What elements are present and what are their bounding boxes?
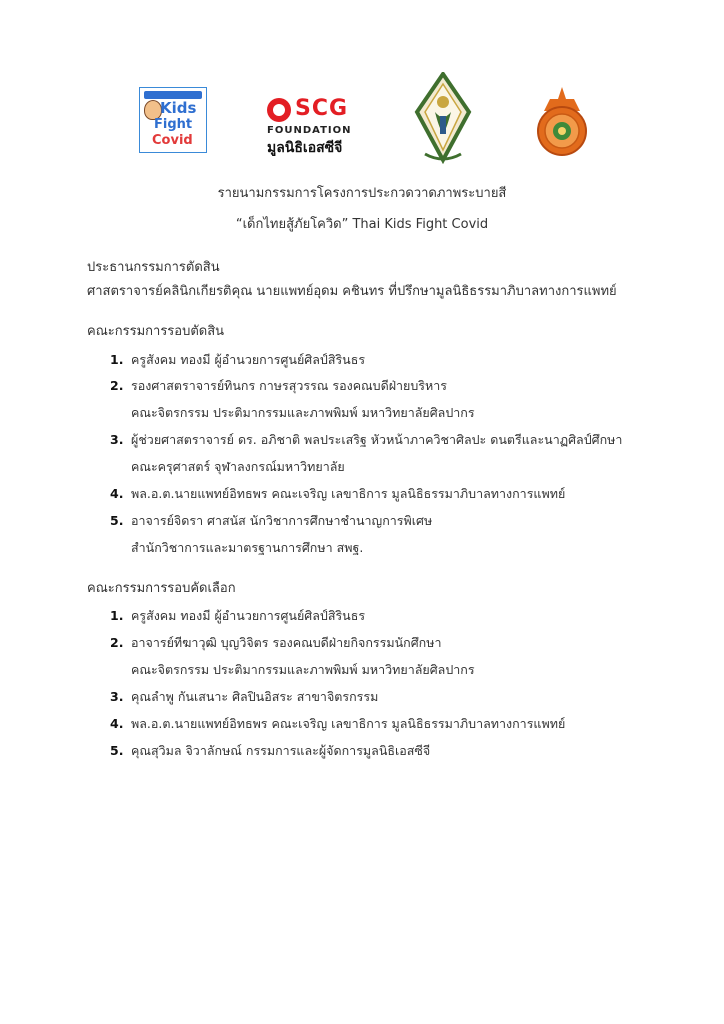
item-number: 4. (110, 716, 124, 731)
selection-round-item-2 (110, 633, 441, 653)
chair-heading: ประธานกรรมการตัดสิน (87, 260, 220, 275)
item-text: คุณสุวิมล จิวาลักษณ์ กรรมการและผู้จัดการมูลนิธิเอสซีจี (131, 743, 431, 758)
item-number: 2. (110, 635, 124, 650)
item-number: 2. (110, 378, 124, 393)
logo-text-fight: Fight (154, 117, 193, 132)
item-text: ครูสังคม ทองมี ผู้อำนวยการศูนย์ศิลป์สิรินธร (131, 352, 366, 367)
document-title: รายนามกรรมการโครงการประกวดวาดภาพระบายสี (217, 186, 507, 201)
item-text: ผู้ช่วยศาสตราจารย์ ดร. อภิชาติ พลประเสริฐ หัวหน้าภาควิชาศิลปะ ดนตรีและนาฏศิลป์ศึกษา (131, 432, 623, 447)
scg-mark-icon (267, 98, 291, 122)
chair-name: ศาสตราจารย์คลินิกเกียรติคุณ นายแพทย์อุดม คชินทร ที่ปรึกษามูลนิธิธรรมาภิบาลทางการแพทย์ (87, 284, 617, 299)
logo-banner (144, 91, 202, 99)
scg-foundation-label: FOUNDATION (267, 125, 352, 136)
scg-thai-label: มูลนิธิเอสซีจี (267, 140, 343, 156)
item-text: รองศาสตราจารย์ทินกร กาษรสุวรรณ รองคณบดีฝ่ายบริหาร (131, 378, 447, 393)
final-round-item-5-continuation: สำนักวิชาการและมาตรฐานการศึกษา สพฐ. (131, 540, 364, 555)
ministry-education-seal-icon (536, 85, 588, 159)
medical-governance-seal-icon (413, 72, 473, 164)
final-round-item-3 (110, 430, 622, 450)
item-text: พล.อ.ต.นายแพทย์อิทธพร คณะเจริญ เลขาธิการ มูลนิธิธรรมาภิบาลทางการแพทย์ (131, 486, 566, 501)
final-round-heading: คณะกรรมการรอบตัดสิน (87, 324, 225, 339)
final-round-item-3-continuation: คณะครุศาสตร์ จุฬาลงกรณ์มหาวิทยาลัย (131, 459, 345, 474)
item-number: 5. (110, 513, 124, 528)
item-text: คุณลำพู กันเสนาะ ศิลปินอิสระ สาขาจิตรกรรม (131, 689, 379, 704)
final-round-item-2 (110, 376, 447, 396)
item-number: 3. (110, 432, 124, 447)
selection-round-item-3 (110, 687, 378, 707)
item-text: ครูสังคม ทองมี ผู้อำนวยการศูนย์ศิลป์สิรินธร (131, 608, 366, 623)
item-text: อาจารย์ทีฆาวุฒิ บุญวิจิตร รองคณบดีฝ่ายกิจกรรมนักศึกษา (131, 635, 442, 650)
item-number: 5. (110, 743, 124, 758)
selection-round-heading: คณะกรรมการรอบคัดเลือก (87, 581, 236, 596)
item-number: 1. (110, 608, 124, 623)
selection-round-item-1 (110, 606, 365, 626)
item-number: 3. (110, 689, 124, 704)
item-number: 4. (110, 486, 124, 501)
selection-round-item-4 (110, 714, 565, 734)
scg-foundation-logo (265, 98, 355, 158)
final-round-item-4 (110, 484, 565, 504)
selection-round-item-5 (110, 741, 430, 761)
item-text: อาจารย์จิดรา ศาสนัส นักวิชาการศึกษาชำนาญการพิเศษ (131, 513, 433, 528)
item-text: พล.อ.ต.นายแพทย์อิทธพร คณะเจริญ เลขาธิการ มูลนิธิธรรมาภิบาลทางการแพทย์ (131, 716, 566, 731)
selection-round-item-2-continuation: คณะจิตรกรรม ประติมากรรมและภาพพิมพ์ มหาวิทยาลัยศิลปากร (131, 662, 475, 677)
project-subtitle: “เด็กไทยสู้ภัยโควิด” Thai Kids Fight Covid (235, 217, 489, 232)
final-round-item-1 (110, 350, 365, 370)
final-round-item-5 (110, 511, 432, 531)
kids-fight-covid-logo (139, 87, 207, 153)
logo-text-kids: Kids (160, 99, 197, 117)
scg-brand: SCG (295, 96, 349, 121)
final-round-item-2-continuation: คณะจิตรกรรม ประติมากรรมและภาพพิมพ์ มหาวิทยาลัยศิลปากร (131, 405, 475, 420)
item-number: 1. (110, 352, 124, 367)
logo-strip (0, 72, 724, 164)
logo-text-covid: Covid (152, 133, 193, 148)
